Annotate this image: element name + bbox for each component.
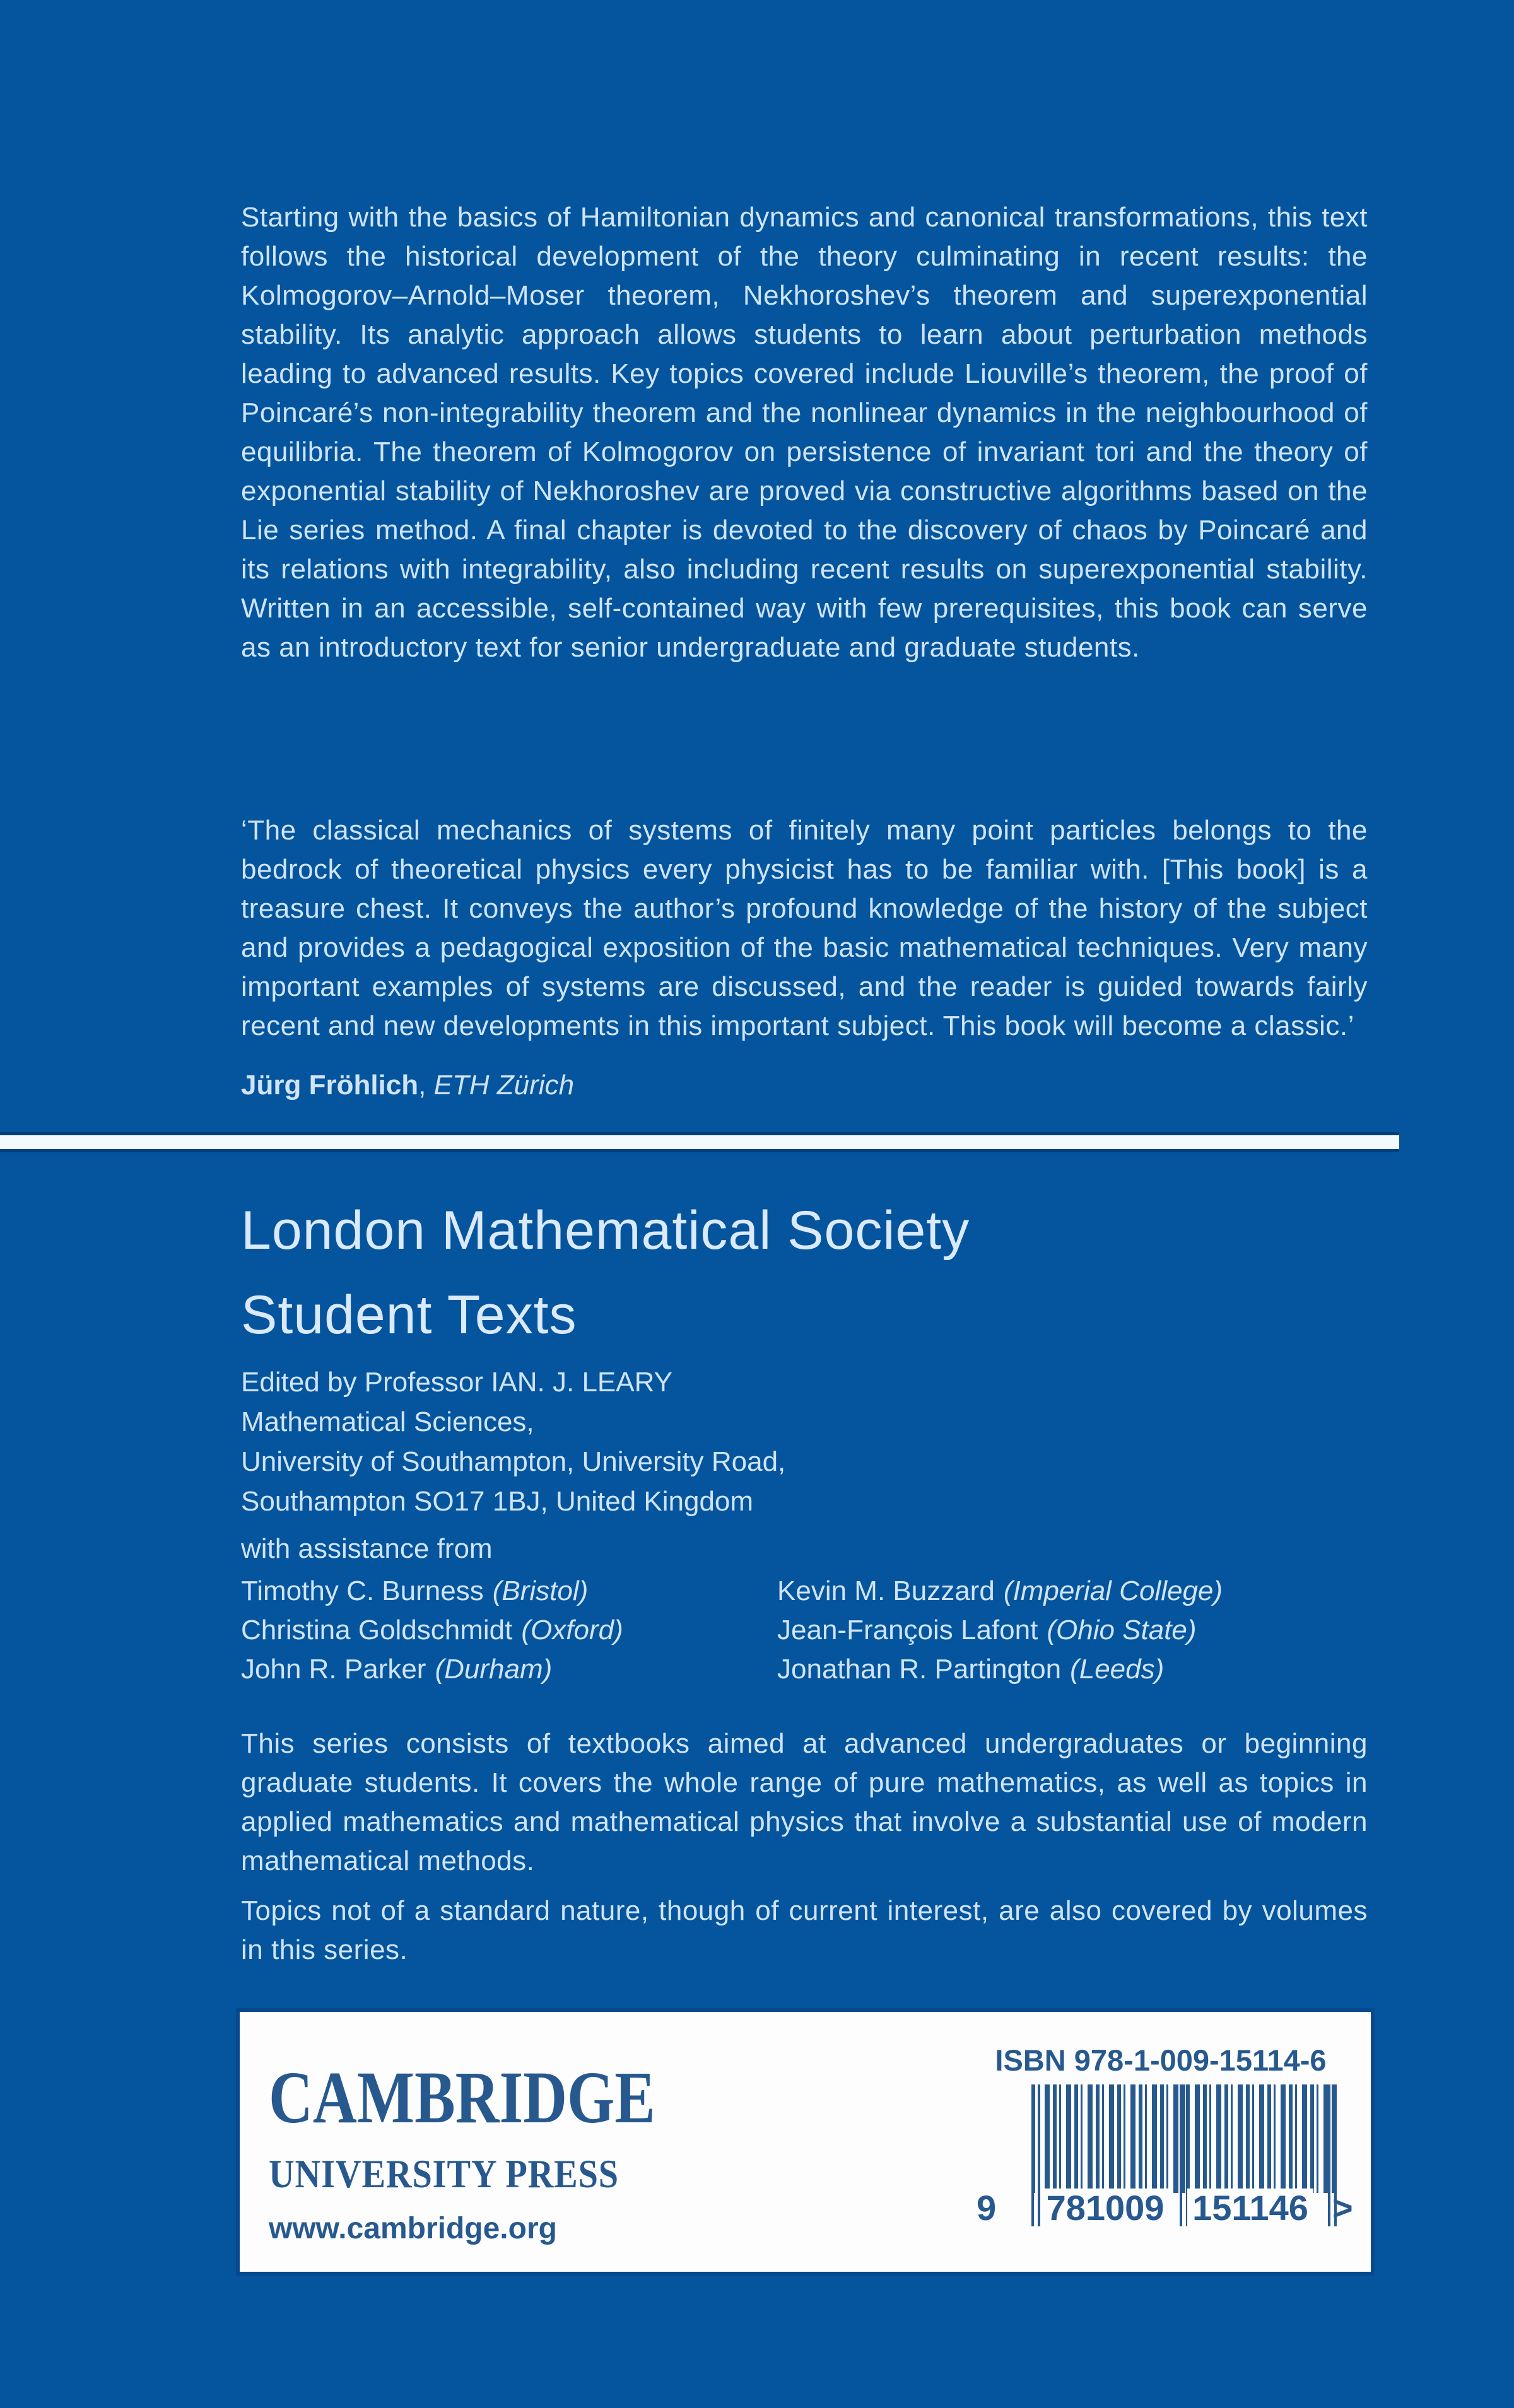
- review-quote: ‘The classical mechanics of systems of finitely many point particles belongs to the bedrock of theoretical physics every physicist has to be familiar with. [This book] is a treasure chest. It conveys the author’s profound knowledge of the history of the subject and provides a pedagogical exposition of the basic mathematical techniques. Very many important examples of systems are discussed, and the reader is guided towards fairly recent and new developments in this important subject. This book will become a classic.’: [241, 815, 1368, 1041]
- attribution-separator: ,: [418, 1070, 434, 1101]
- reviewer-name: Jürg Fröhlich: [241, 1070, 419, 1101]
- editor-line: Southampton SO17 1BJ, United Kingdom: [241, 1486, 754, 1517]
- barcode-digit-left: 9: [977, 2188, 997, 2228]
- assistant-affiliation: (Oxford): [521, 1615, 623, 1645]
- assistant-entry: [241, 1572, 777, 1611]
- series-title: [241, 1188, 1368, 1357]
- isbn-block: [971, 2012, 1363, 2272]
- isbn-label: ISBN 978-1-009-15114-6: [995, 2043, 1327, 2077]
- assistant-entry: [777, 1611, 1368, 1650]
- assistant-name: Timothy C. Burness: [241, 1575, 484, 1606]
- barcode-guard-left: [1031, 2084, 1040, 2226]
- assistant-affiliation: (Durham): [435, 1654, 553, 1685]
- barcode-quiet-zone-arrow-icon: >: [1332, 2188, 1353, 2228]
- assistant-name: John R. Parker: [241, 1654, 426, 1685]
- barcode-digits-group1: 781009: [1042, 2189, 1168, 2228]
- assistants-grid: [241, 1572, 1368, 1689]
- assistant-entry: [777, 1572, 1368, 1611]
- assistant-name: Christina Goldschmidt: [241, 1615, 513, 1645]
- university-press-wordmark: UNIVERSITY PRESS: [269, 2151, 619, 2196]
- cambridge-wordmark: CAMBRIDGE: [269, 2056, 655, 2139]
- editor-line: University of Southampton, University Road,: [241, 1446, 786, 1477]
- review-attribution: [241, 1066, 1368, 1105]
- assistant-name: Jonathan R. Partington: [777, 1654, 1062, 1685]
- series-description-paragraph-2: Topics not of a standard nature, though of current interest, are also covered by volumes in this series.: [241, 1895, 1368, 1965]
- reviewer-affiliation: ETH Zürich: [433, 1070, 575, 1101]
- assistant-name: Kevin M. Buzzard: [777, 1575, 995, 1606]
- assistance-label: with assistance from: [241, 1533, 493, 1564]
- editor-line: Edited by Professor IAN. J. LEARY: [241, 1367, 672, 1398]
- barcode-digits-group2: 151146: [1187, 2189, 1313, 2228]
- series-description-paragraph-1: This series consists of textbooks aimed at advanced undergraduates or beginning graduate students. It covers the whole range of pure mathematics, as well as topics in applied mathematics and mathematical physics that involve a substantial use of modern mathematical methods.: [241, 1728, 1368, 1876]
- assistant-affiliation: (Ohio State): [1047, 1615, 1197, 1645]
- assistant-entry: [777, 1650, 1368, 1689]
- series-title-line2: Student Texts: [241, 1285, 577, 1345]
- assistant-affiliation: (Leeds): [1070, 1654, 1165, 1685]
- book-blurb-paragraph: Starting with the basics of Hamiltonian dynamics and canonical transformations, this text follows the historical development of the theory culminating in recent results: the Kolmogorov–Arnold–Moser theorem, Nekhoroshev’s theorem and superexponential stability. Its analytic approach allows students to learn about perturbation methods leading to advanced results. Key topics covered include Liouville’s theorem, the proof of Poincaré’s non-integrability theorem and the nonlinear dynamics in the neighbourhood of equilibria. The theorem of Kolmogorov on persistence of invariant tori and the theory of exponential stability of Nekhoroshev are proved via constructive algorithms based on the Lie series method. A final chapter is devoted to the discovery of chaos by Poincaré and its relations with integrability, also including recent results on superexponential stability. Written in an accessible, self-contained way with few prerequisites, this book can serve as an introductory text for senior undergraduate and graduate students.: [241, 202, 1368, 663]
- assistant-entry: [241, 1650, 777, 1689]
- divider-rule: [0, 1135, 1399, 1149]
- assistant-affiliation: (Imperial College): [1003, 1575, 1223, 1606]
- assistant-affiliation: (Bristol): [492, 1575, 589, 1606]
- editor-line: Mathematical Sciences,: [241, 1406, 534, 1437]
- editor-info: [241, 1362, 1368, 1521]
- assistant-name: Jean-François Lafont: [777, 1615, 1038, 1645]
- publisher-panel: [240, 2012, 1371, 2272]
- assistant-entry: [241, 1611, 777, 1650]
- publisher-website: www.cambridge.org: [269, 2212, 557, 2245]
- series-title-line1: London Mathematical Society: [241, 1200, 970, 1261]
